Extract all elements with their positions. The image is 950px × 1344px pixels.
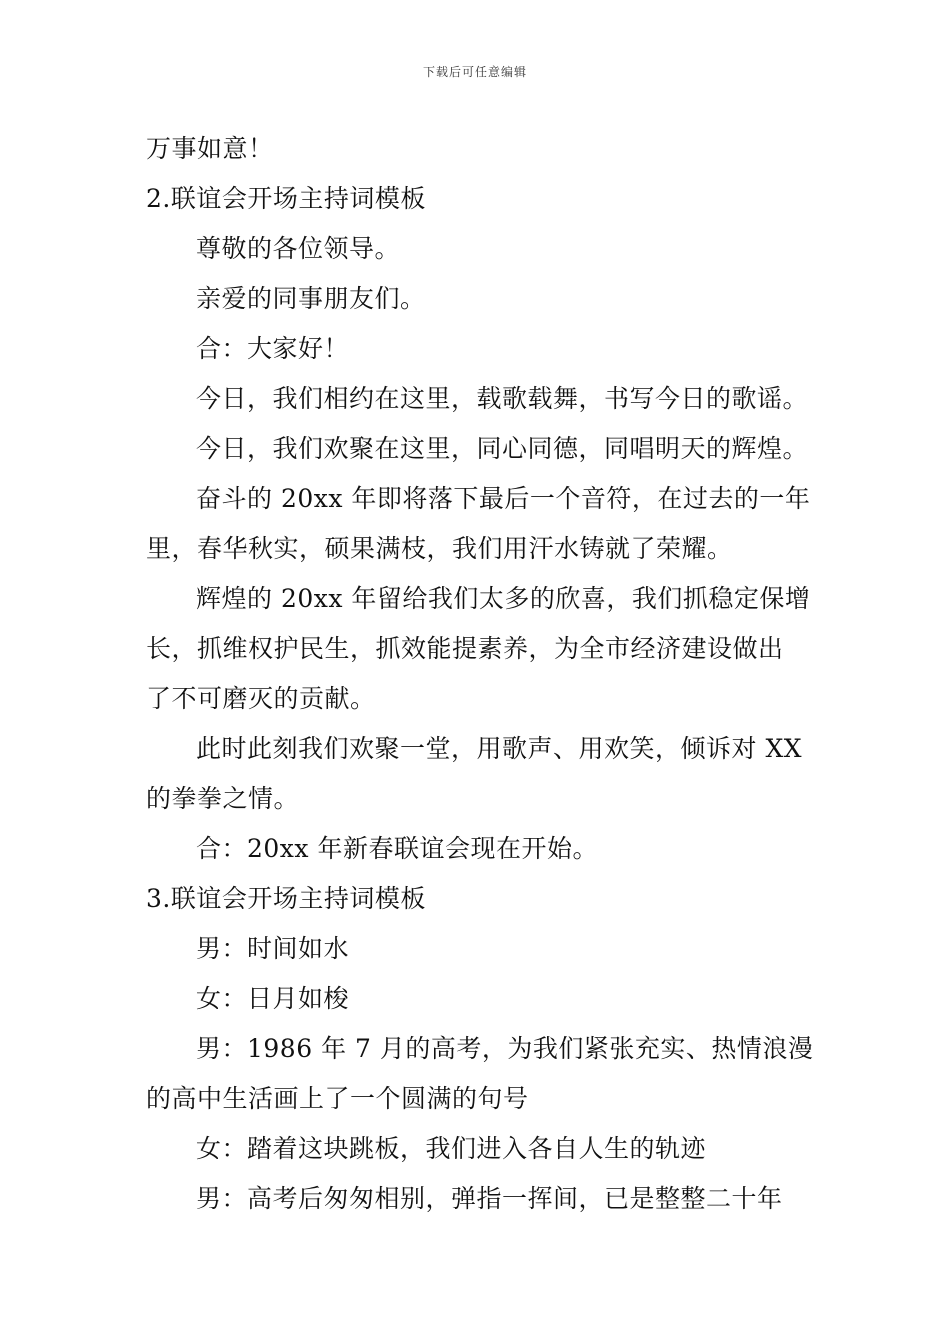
text-line: 的高中生活画上了一个圆满的句号 xyxy=(146,1084,529,1113)
text-line: 了不可磨灭的贡献。 xyxy=(146,684,376,713)
text-line: 女：日月如梭 xyxy=(196,984,350,1013)
page-header-note: 下载后可任意编辑 xyxy=(422,65,527,79)
text-line: 合：大家好！ xyxy=(196,334,350,363)
text-line: 的拳拳之情。 xyxy=(146,784,300,813)
text-line: 今日，我们欢聚在这里，同心同德，同唱明天的辉煌。 xyxy=(196,434,809,463)
text-line: 女：踏着这块跳板，我们进入各自人生的轨迹 xyxy=(196,1134,707,1163)
text-line: 万事如意！ xyxy=(146,134,274,163)
text-line: 长，抓维权护民生，抓效能提素养，为全市经济建设做出 xyxy=(146,634,784,663)
text-line: 此时此刻我们欢聚一堂，用歌声、用欢笑，倾诉对 XX xyxy=(196,734,803,763)
section-heading: 3.联谊会开场主持词模板 xyxy=(146,884,426,913)
text-line: 男：高考后匆匆相别，弹指一挥间，已是整整二十年 xyxy=(196,1184,783,1213)
section-heading: 2.联谊会开场主持词模板 xyxy=(146,184,426,213)
text-line: 男：时间如水 xyxy=(196,934,350,963)
text-line: 合：20xx 年新春联谊会现在开始。 xyxy=(196,834,598,863)
text-line: 里，春华秋实，硕果满枝，我们用汗水铸就了荣耀。 xyxy=(146,534,733,563)
text-line: 今日，我们相约在这里，载歌载舞，书写今日的歌谣。 xyxy=(196,384,809,413)
text-line: 奋斗的 20xx 年即将落下最后一个音符，在过去的一年 xyxy=(196,484,811,513)
document-body xyxy=(146,124,814,1224)
text-line: 男：1986 年 7 月的高考，为我们紧张充实、热情浪漫 xyxy=(196,1034,814,1063)
text-line: 辉煌的 20xx 年留给我们太多的欣喜，我们抓稳定保增 xyxy=(196,584,811,613)
text-line: 亲爱的同事朋友们。 xyxy=(196,284,426,313)
text-line: 尊敬的各位领导。 xyxy=(196,234,401,263)
